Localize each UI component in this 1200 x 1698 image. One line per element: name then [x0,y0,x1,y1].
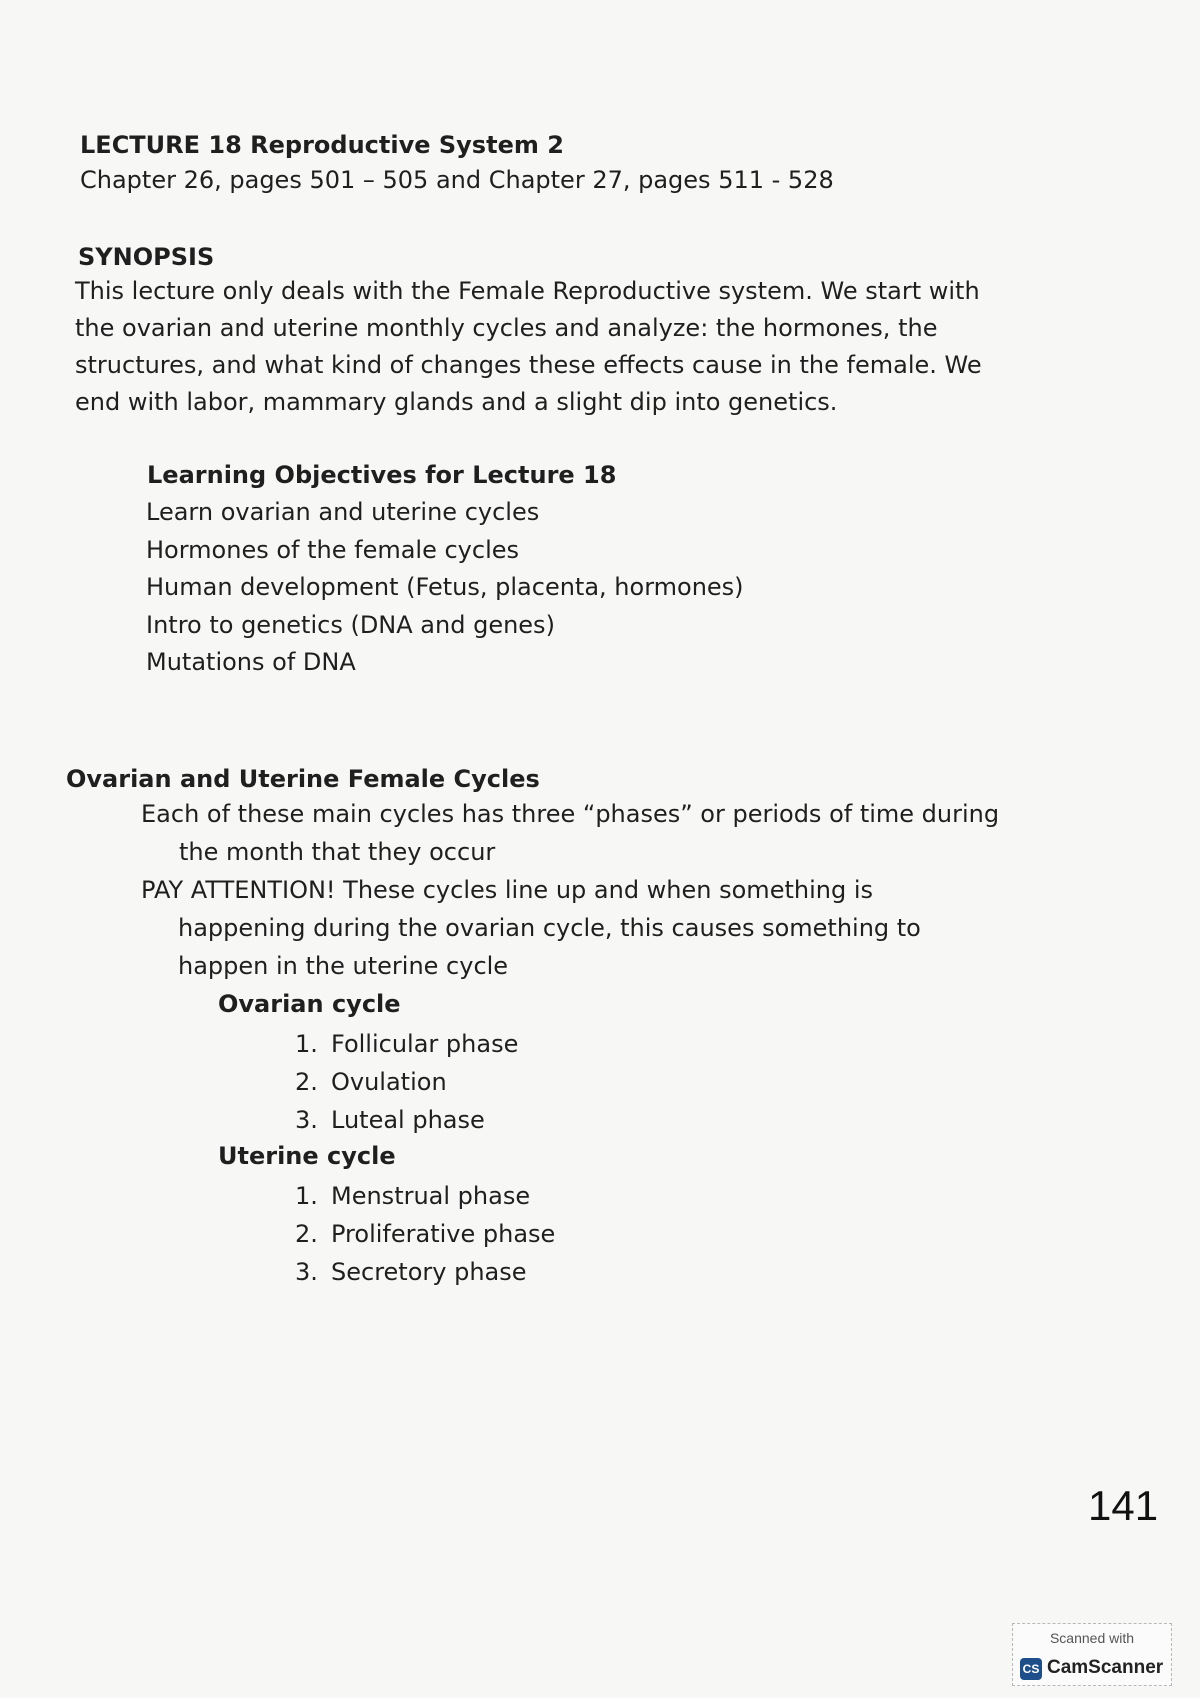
list-item: 2. Ovulation [295,1068,447,1096]
objective-item: Learn ovarian and uterine cycles [146,498,540,526]
lecture-title: LECTURE 18 Reproductive System 2 [80,131,564,159]
synopsis-line: end with labor, mammary glands and a slight dip into genetics. [75,388,838,416]
objective-item: Intro to genetics (DNA and genes) [146,610,555,639]
synopsis-heading: SYNOPSIS [78,243,215,271]
list-item: 2. Proliferative phase [295,1220,556,1248]
ovarian-cycle-heading: Ovarian cycle [218,990,401,1018]
objectives-list [146,494,744,682]
objective-item: Hormones of the female cycles [146,535,520,564]
synopsis-paragraph [75,273,1055,421]
camscanner-logo-icon: CS [1020,1658,1042,1680]
synopsis-line: structures, and what kind of changes these effects cause in the female. We [75,351,982,379]
cycles-heading: Ovarian and Uterine Female Cycles [66,765,540,793]
list-item: 3. Luteal phase [295,1106,485,1134]
list-item: 1. Menstrual phase [295,1182,531,1210]
cycles-intro-line: Each of these main cycles has three “phases” or periods of time during [141,800,1000,828]
uterine-cycle-heading: Uterine cycle [218,1142,396,1170]
attention-note-line: happening during the ovarian cycle, this causes something to [178,914,921,942]
watermark-brand: CamScanner [1047,1657,1164,1678]
synopsis-line: This lecture only deals with the Female Reproductive system. We start with [75,277,980,305]
list-item: 3. Secretory phase [295,1258,527,1286]
objective-item: Mutations of DNA [146,648,356,676]
cycles-intro-line: the month that they occur [179,838,496,866]
objectives-heading: Learning Objectives for Lecture 18 [147,461,617,489]
chapter-reference: Chapter 26, pages 501 – 505 and Chapter 27, pages 511 - 528 [80,166,834,194]
attention-note-line: PAY ATTENTION! These cycles line up and when something is [141,876,873,904]
page-number: 141 [1088,1482,1159,1529]
uterine-phase-list [295,1177,555,1291]
objective-item: Human development (Fetus, placenta, hormones) [146,573,744,601]
camscanner-watermark [1012,1623,1172,1686]
ovarian-phase-list [295,1025,518,1139]
synopsis-line: the ovarian and uterine monthly cycles and analyze: the hormones, the [75,314,938,342]
watermark-caption: Scanned with [1049,1630,1135,1646]
attention-note-line: happen in the uterine cycle [178,952,509,980]
list-item: 1. Follicular phase [295,1030,519,1058]
